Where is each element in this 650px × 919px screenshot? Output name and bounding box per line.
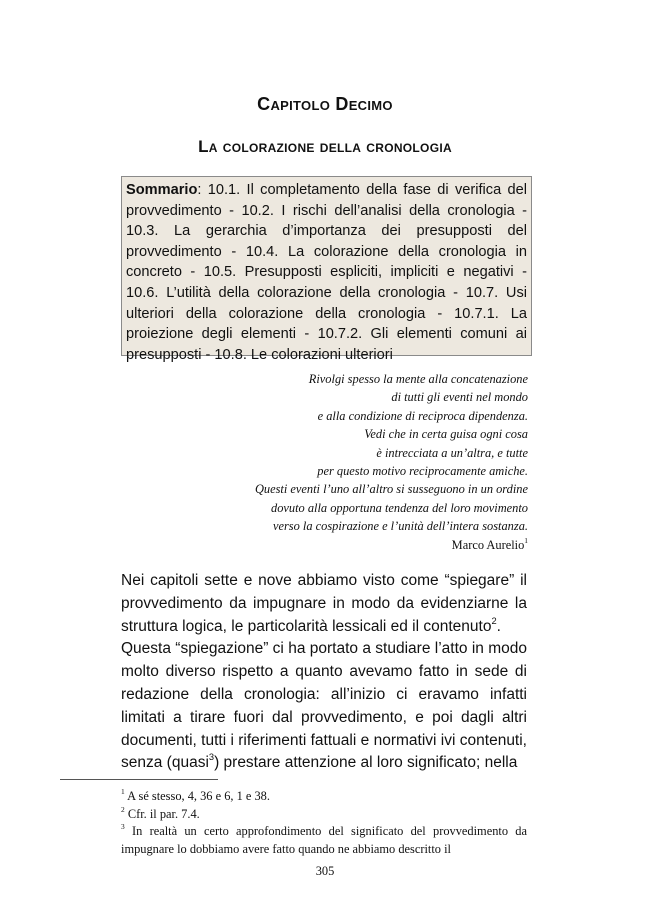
summary-box	[121, 176, 532, 363]
footnote	[121, 823, 527, 858]
footnote-number: 2	[121, 804, 125, 814]
footnote-number: 3	[121, 822, 125, 832]
paragraph-text: ) prestare attenzione al loro significato; nella	[214, 754, 518, 772]
epigraph-line: per questo motivo reciprocamente amiche.	[317, 464, 528, 479]
epigraph-line: è intrecciata a un’altra, e tutte	[376, 445, 528, 460]
epigraph-line: Questi eventi l’uno all’altro si susseguono in un ordine	[254, 482, 528, 497]
footnote-text: In realtà un certo approfondimento del significato del provvedimento da impugnare lo dobbiamo avere fatto quando ne abbiamo descritto il	[121, 824, 527, 856]
footnote-ref[interactable]: 2	[491, 615, 497, 626]
paragraph	[121, 638, 527, 775]
epigraph-line: e alla condizione di reciproca dipendenza.	[317, 408, 528, 423]
body-text	[121, 570, 527, 775]
footnote	[121, 806, 527, 824]
footnote-separator	[60, 779, 218, 780]
summary-label: Sommario	[126, 182, 198, 198]
chapter-title: Capitolo Decimo	[257, 94, 393, 114]
paragraph	[121, 570, 527, 638]
epigraph-line: Vedi che in certa guisa ogni cosa	[364, 427, 528, 442]
footnote-text: A sé stesso, 4, 36 e 6, 1 e 38.	[124, 789, 270, 803]
author-name: Marco Aurelio	[451, 537, 525, 552]
paragraph-text: Nei capitoli sette e nove abbiamo visto come “spiegare” il provvedimento da impugnare in modo da evidenziarne la struttura logica, le particolarità lessicali ed il contenuto	[121, 572, 527, 635]
summary-text: : 10.1. Il completamento della fase di verifica del provvedimento - 10.2. I rischi dell’analisi della cronologia - 10.3. La gerarchia d’importanza dei presupposti del provvedimento - 10.4. La colorazione della cronologia in concreto - 10.5. Presupposti espliciti, impliciti e negativi - 10.6. L’utilità della colorazione della cronologia - 10.7. Usi ulteriori della colorazione della cronologia - 10.7.1. La proiezione degli elementi - 10.7.2. Gli elementi comuni ai presupposti - 10.8. Le colorazioni ulteriori	[126, 182, 527, 363]
footnote	[121, 788, 527, 806]
footnote-ref[interactable]: 3	[208, 752, 215, 763]
paragraph-text: Questa “spiegazione” ci ha portato a studiare l’atto in modo molto diverso rispetto a quanto avevamo fatto in sede di redazione della cronologia: all’inizio ci eravamo infatti limitati a tirare fuori dal provvedimento, e poi dagli altri documenti, tutti i riferimenti fattuali e normativi ivi contenuti, senza (quasi	[121, 640, 527, 772]
footnote-number: 1	[121, 787, 125, 797]
epigraph-line: dovuto alla opportuna tendenza del loro movimento	[271, 500, 528, 515]
epigraph-line: Rivolgi spesso la mente alla concatenazione	[308, 372, 528, 386]
epigraph-line: di tutti gli eventi nel mondo	[391, 390, 528, 405]
page-number: 305	[315, 864, 335, 878]
epigraph	[168, 370, 528, 554]
footnotes	[121, 788, 527, 858]
footnote-ref[interactable]: 1	[524, 535, 528, 545]
epigraph-author	[168, 536, 528, 554]
footnote-text: Cfr. il par. 7.4.	[124, 806, 200, 821]
epigraph-line: verso la cospirazione e l’unità dell’intera sostanza.	[272, 519, 528, 534]
section-title: La colorazione della cronologia	[198, 137, 452, 156]
paragraph-text: .	[496, 617, 501, 635]
